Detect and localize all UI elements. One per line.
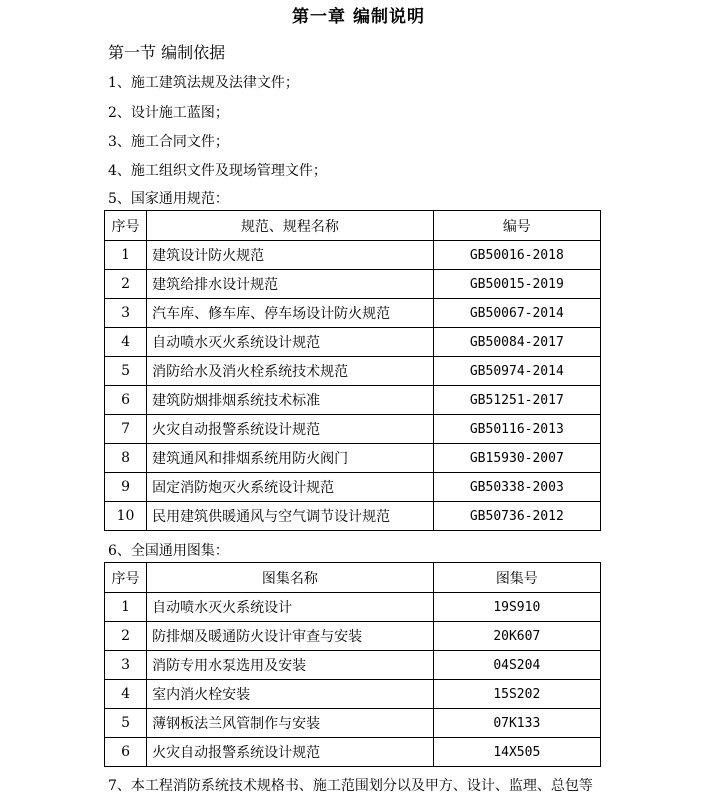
- list-item: 5、国家通用规范：: [108, 191, 229, 207]
- cell-no: 2: [105, 622, 147, 651]
- cell-name: 建筑防烟排烟系统技术标准: [147, 386, 434, 415]
- cell-code: GB50736-2012: [433, 502, 600, 531]
- cell-no: 6: [105, 386, 147, 415]
- cell-no: 5: [105, 357, 147, 386]
- list-item: 4、施工组织文件及现场管理文件；: [108, 163, 327, 179]
- table-row: [105, 738, 601, 767]
- table-row: [105, 502, 601, 531]
- cell-code: GB50016-2018: [433, 241, 600, 270]
- table-row: [105, 593, 601, 622]
- cell-no: 1: [105, 593, 147, 622]
- cell-no: 5: [105, 709, 147, 738]
- table-row: [105, 386, 601, 415]
- cell-name: 汽车库、修车库、停车场设计防火规范: [147, 299, 434, 328]
- cell-name: 室内消火栓安装: [147, 680, 434, 709]
- chapter-title: 第一章 编制说明: [292, 7, 425, 27]
- column-header-code: 图集号: [433, 563, 600, 593]
- table-row: [105, 651, 601, 680]
- cell-code: 15S202: [433, 680, 600, 709]
- cell-name: 薄钢板法兰风管制作与安装: [147, 709, 434, 738]
- cell-code: 20K607: [433, 622, 600, 651]
- table-row: [105, 473, 601, 502]
- cell-code: 07K133: [433, 709, 600, 738]
- cell-name: 建筑设计防火规范: [147, 241, 434, 270]
- cell-code: GB15930-2007: [433, 444, 600, 473]
- cell-code: 04S204: [433, 651, 600, 680]
- table-header-row: [105, 211, 601, 241]
- cell-no: 4: [105, 328, 147, 357]
- cell-code: GB50338-2003: [433, 473, 600, 502]
- cell-code: 14X505: [433, 738, 600, 767]
- cell-name: 民用建筑供暖通风与空气调节设计规范: [147, 502, 434, 531]
- cell-no: 4: [105, 680, 147, 709]
- atlas-table: [104, 562, 601, 767]
- table-row: [105, 415, 601, 444]
- cell-name: 自动喷水灭火系统设计: [147, 593, 434, 622]
- cell-code: GB50116-2013: [433, 415, 600, 444]
- list-item: 3、施工合同文件；: [108, 134, 229, 150]
- cell-no: 10: [105, 502, 147, 531]
- cell-code: GB50015-2019: [433, 270, 600, 299]
- list-item: 6、全国通用图集：: [108, 543, 229, 559]
- cell-no: 8: [105, 444, 147, 473]
- cell-code: GB50974-2014: [433, 357, 600, 386]
- section-heading: 第一节 编制依据: [108, 43, 226, 62]
- cell-code: GB51251-2017: [433, 386, 600, 415]
- cell-name: 消防专用水泵选用及安装: [147, 651, 434, 680]
- cell-no: 1: [105, 241, 147, 270]
- list-item: 7、本工程消防系统技术规格书、施工范围划分以及甲方、设计、监理、总包等: [108, 778, 593, 794]
- column-header-code: 编号: [433, 211, 600, 241]
- cell-name: 消防给水及消火栓系统技术规范: [147, 357, 434, 386]
- column-header-no: 序号: [105, 563, 147, 593]
- cell-no: 3: [105, 299, 147, 328]
- cell-code: GB50084-2017: [433, 328, 600, 357]
- cell-name: 防排烟及暖通防火设计审查与安装: [147, 622, 434, 651]
- table-row: [105, 241, 601, 270]
- table-header-row: [105, 563, 601, 593]
- list-item: 2、设计施工蓝图；: [108, 105, 229, 121]
- table-row: [105, 680, 601, 709]
- list-item: 1、施工建筑法规及法律文件；: [108, 75, 299, 91]
- cell-no: 6: [105, 738, 147, 767]
- table-row: [105, 357, 601, 386]
- table-row: [105, 622, 601, 651]
- table-row: [105, 709, 601, 738]
- cell-no: 9: [105, 473, 147, 502]
- column-header-no: 序号: [105, 211, 147, 241]
- column-header-name: 规范、规程名称: [147, 211, 434, 241]
- table-row: [105, 270, 601, 299]
- cell-name: 火灾自动报警系统设计规范: [147, 415, 434, 444]
- cell-no: 2: [105, 270, 147, 299]
- cell-code: 19S910: [433, 593, 600, 622]
- cell-no: 3: [105, 651, 147, 680]
- table-row: [105, 328, 601, 357]
- cell-name: 建筑通风和排烟系统用防火阀门: [147, 444, 434, 473]
- cell-name: 建筑给排水设计规范: [147, 270, 434, 299]
- column-header-name: 图集名称: [147, 563, 434, 593]
- table-row: [105, 444, 601, 473]
- cell-name: 自动喷水灭火系统设计规范: [147, 328, 434, 357]
- cell-name: 固定消防炮灭火系统设计规范: [147, 473, 434, 502]
- cell-no: 7: [105, 415, 147, 444]
- table-row: [105, 299, 601, 328]
- standards-table: [104, 210, 601, 531]
- cell-name: 火灾自动报警系统设计规范: [147, 738, 434, 767]
- cell-code: GB50067-2014: [433, 299, 600, 328]
